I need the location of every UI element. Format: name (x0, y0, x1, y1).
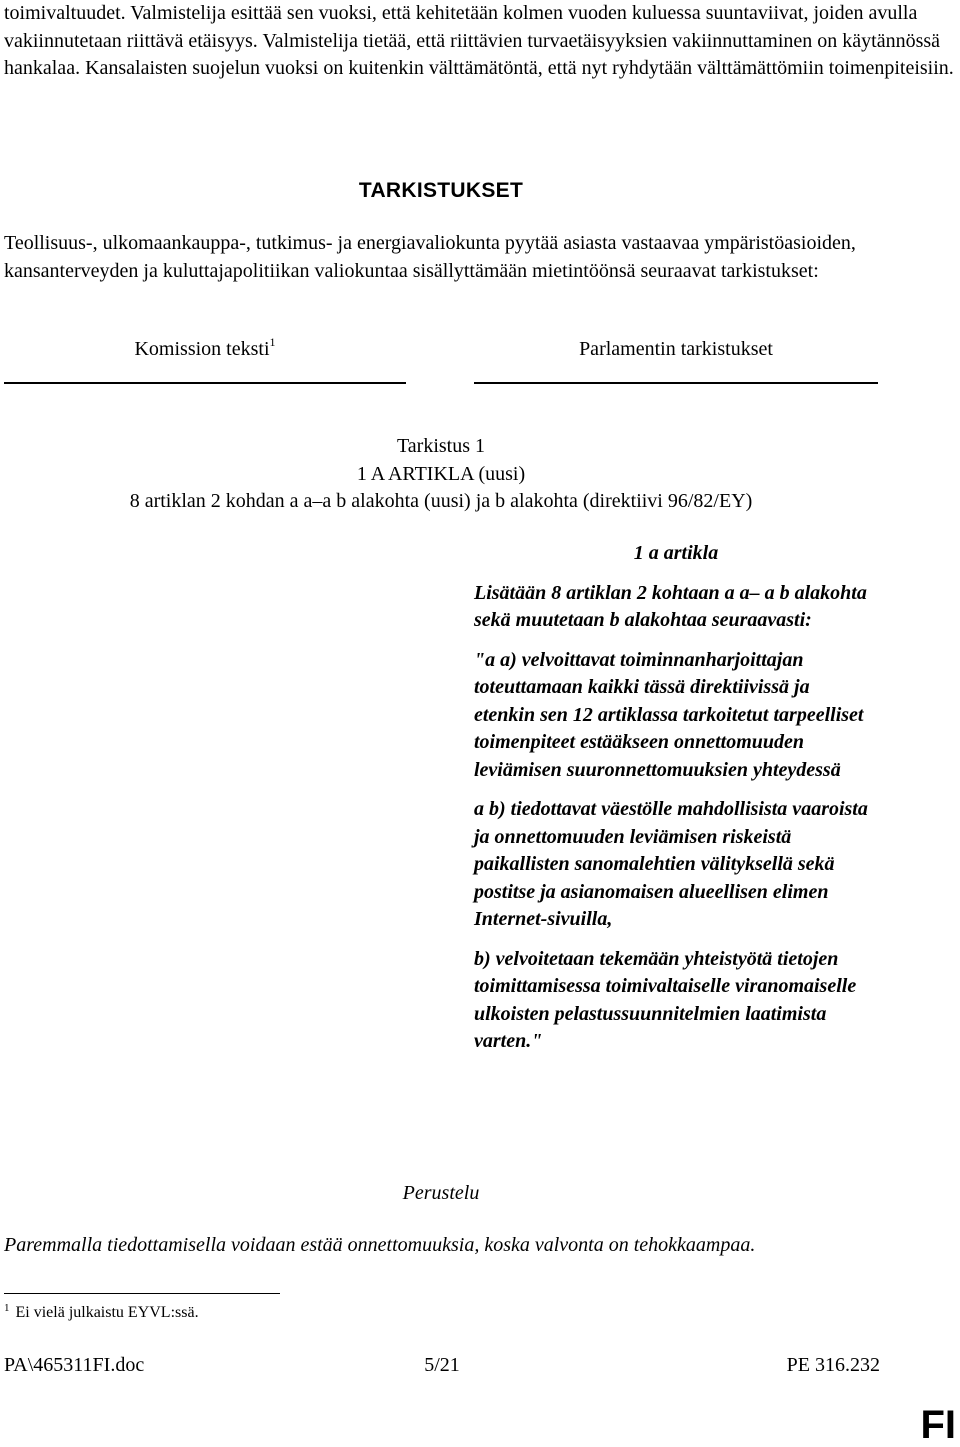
footnote (4, 1302, 604, 1324)
parliament-amendments-column-header: Parlamentin tarkistukset (579, 338, 773, 360)
justification-text: Paremmalla tiedottamisella voidaan estää onnettomuuksia, koska valvonta on tehokkaampaa. (4, 1234, 756, 1256)
commission-text-column-header (4, 336, 406, 362)
amendment-header (0, 433, 882, 516)
amendment-article-title: 1 a artikla (633, 542, 719, 564)
page-number: 5/21 (424, 1354, 460, 1376)
footnote-reference: 1 (269, 335, 276, 350)
footnote-marker: 1 (4, 1301, 10, 1314)
section-heading: TARKISTUKSET (358, 179, 524, 202)
pe-number: PE 316.232 (786, 1354, 880, 1376)
right-column-rule (474, 382, 878, 384)
amendment-paragraph: "a a) velvoittavat toiminnanharjoittajan toteuttamaan kaikki tässä direktiivissä ja etenkin sen 12 artiklassa tarkoitetut tarpeelliset toimenpiteet estääkseen onnettomuuden leviämisen suuronnettomuuksien yhteydessä (474, 648, 864, 781)
commission-text-label: Komission teksti (134, 338, 270, 360)
footnote-text: Ei vielä julkaistu EYVL:ssä. (15, 1304, 199, 1321)
amendment-paragraph: a b) tiedottavat väestölle mahdollisista vaaroista ja onnettomuuden leviämisen riskeistä paikallisten sanomalehtien välityksellä sekä postitse ja asianomaisen alueellisen elimen Internet-sivuilla, (474, 798, 868, 930)
justification-title: Perustelu (402, 1182, 480, 1204)
committee-request-text: Teollisuus-, ulkomaankauppa-, tutkimus- ja energiavaliokunta pyytää asiasta vastaavaa ympäristöasioiden, kansanterveyden ja kuluttajapolitiikan valiokuntaa sisällyttämään mietintöönsä seuraavat tarkistukset: (4, 232, 856, 282)
footnote-separator (4, 1293, 280, 1294)
language-code: FI (920, 1403, 956, 1447)
page-footer (4, 1352, 880, 1378)
amendment-article: 1 A ARTIKLA (uusi) (356, 462, 526, 485)
amendment-reference: 8 artiklan 2 kohdan a a–a b alakohta (uusi) ja b alakohta (direktiivi 96/82/EY) (129, 490, 753, 512)
parliament-amendment-text (474, 540, 904, 1056)
intro-paragraph: toimivaltuudet. Valmistelija esittää sen vuoksi, että kehitetään kolmen vuoden kuluessa suuntaviivat, joiden avulla vakiinnutetaan riittävä etäisyys. Valmistelija tietää, että riittävien turvaetäisyyksien vakiinnuttaminen on käytännössä hankalaa. Kansalaisten suojelun vuoksi on kuitenkin välttämätöntä, että nyt ryhdytään välttämättömiin toimenpiteisiin. (4, 2, 954, 79)
amendment-paragraph: Lisätään 8 artiklan 2 kohtaan a a– a b alakohta sekä muutetaan b alakohtaa seuraavasti: (474, 581, 867, 631)
amendment-paragraph: b) velvoitetaan tekemään yhteistyötä tietojen toimittamisessa toimivaltaiselle viranomaiselle ulkoisten pelastussuunnitelmien laatimista varten." (474, 947, 857, 1052)
document-reference: PA\465311FI.doc (4, 1354, 145, 1376)
left-column-rule (4, 382, 406, 384)
amendment-number: Tarkistus 1 (396, 435, 486, 457)
